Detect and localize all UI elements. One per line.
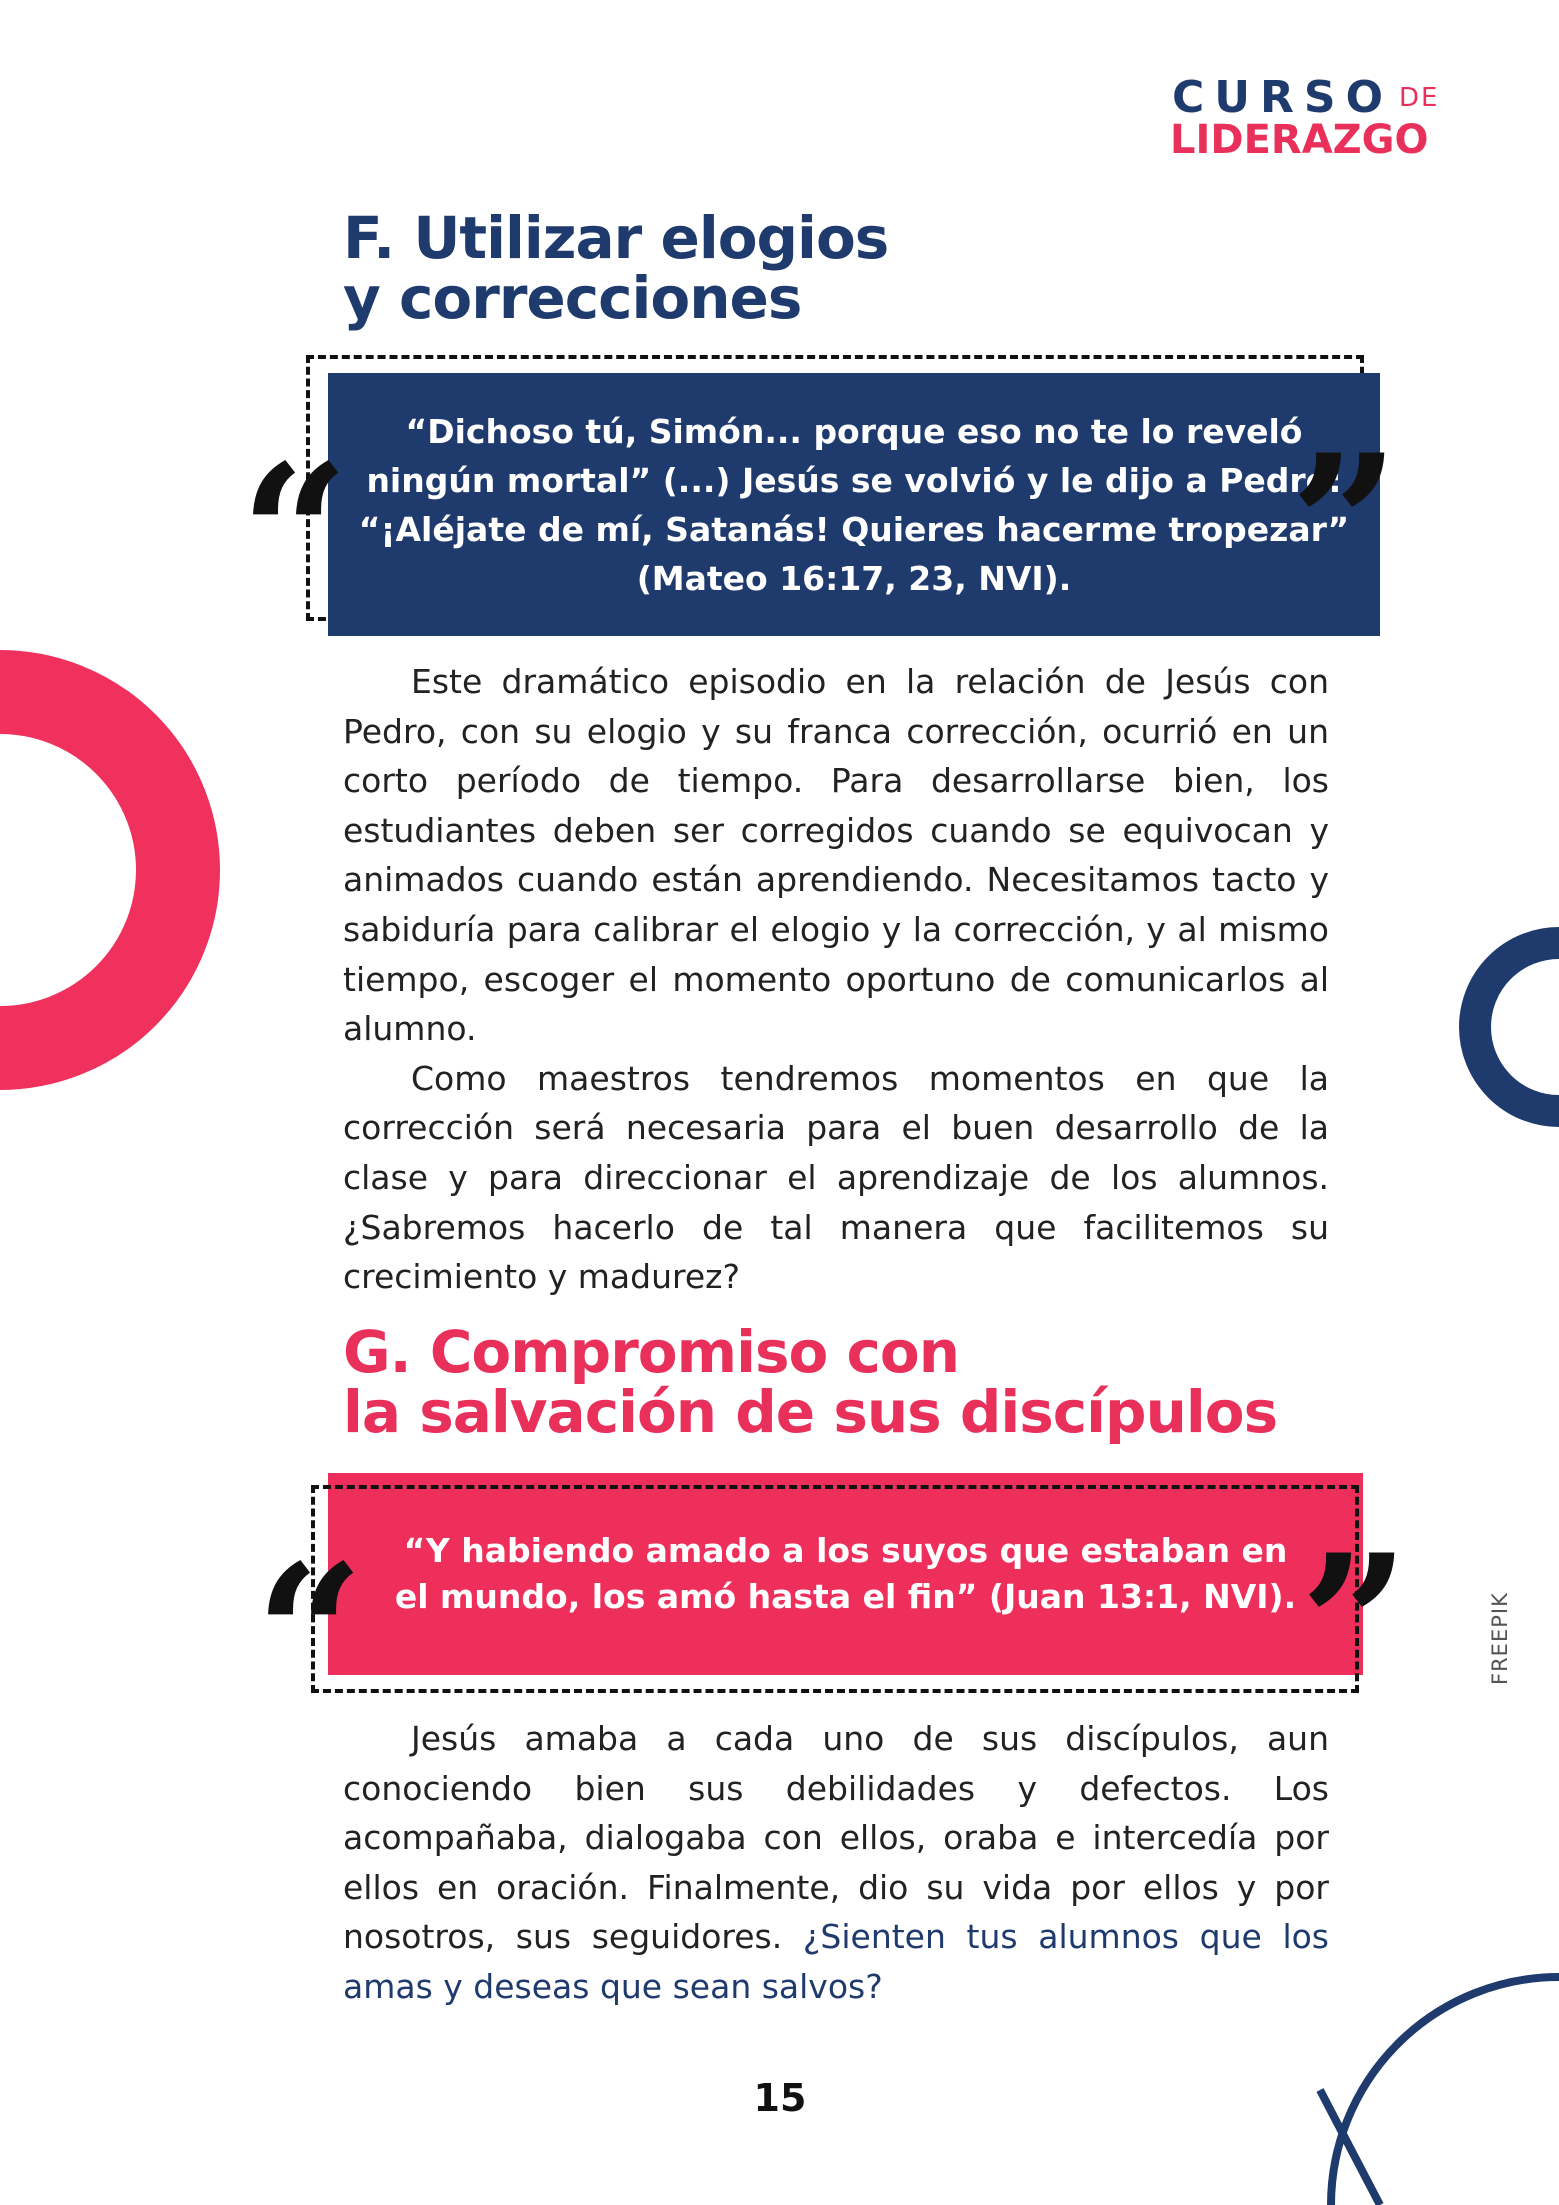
quote-1-line: (Mateo 16:17, 23, NVI). xyxy=(636,558,1072,598)
section-g-body xyxy=(343,1714,1329,2012)
section-f-paragraph-1: Este dramático episodio en la relación de Jesús con Pedro, con su elogio y su franca corrección, ocurrió en un corto período de tiempo. Para desarrollarse bien, los estudiantes deben ser corregidos cuando se equivocan y animados cuando están aprendiendo. Necesitamos tacto y sabiduría para calibrar el elogio y la corrección, y al mismo tiempo, escoger el momento oportuno de comunicarlos al alumno. xyxy=(343,662,1329,1049)
pink-ring-decoration xyxy=(0,692,178,1048)
quote-2-line: “Y habiendo amado a los suyos que estaban en xyxy=(403,1531,1288,1570)
section-f-paragraph-2: Como maestros tendremos momentos en que la corrección será necesaria para el buen desarrollo de la clase y para direccionar el aprendizaje de los alumnos. ¿Sabremos hacerlo de tal manera que facilitemos su crecimiento y madurez? xyxy=(343,1058,1329,1297)
quote-2-line: el mundo, los amó hasta el fin” (Juan 13:1, NVI). xyxy=(394,1577,1297,1616)
quote-1-line: ningún mortal” (...) Jesús se volvió y le dijo a Pedro: xyxy=(366,460,1342,500)
logo-de: DE xyxy=(1399,83,1440,113)
close-quote-icon: ” xyxy=(1300,1513,1410,1736)
section-f-heading-line1: F. Utilizar elogios xyxy=(343,204,889,272)
quote-1-line: “Dichoso tú, Simón... porque eso no te lo reveló xyxy=(405,411,1303,451)
section-g-question: ¿Sienten tus alumnos que los amas y deseas que sean salvos? xyxy=(343,1917,1330,2006)
logo-line1: CURSO xyxy=(1172,72,1393,123)
page-number: 15 xyxy=(753,2076,807,2120)
section-g-heading-line1: G. Compromiso con xyxy=(343,1318,960,1386)
navy-arc-inner-decoration xyxy=(1359,2005,1559,2205)
section-f-heading-line2: y correcciones xyxy=(343,264,802,332)
open-quote-icon: “ xyxy=(240,423,350,646)
quote-2-frame xyxy=(311,1485,1359,1693)
close-quote-icon: ” xyxy=(1290,413,1400,636)
section-g-paragraph-main: Jesús amaba a cada uno de sus discípulos, aun conociendo bien sus debilidades y defectos. Los acompañaba, dialogaba con ellos, oraba e intercedía por ellos en oración. Finalmente, dio su vida por ellos y por nosotros, sus seguidores. xyxy=(343,1719,1329,1957)
section-f-body xyxy=(343,657,1329,1302)
logo-liderazgo: LIDERAZGO xyxy=(1170,117,1429,163)
quote-1-line: “¡Aléjate de mí, Satanás! Quieres hacerme tropezar” xyxy=(358,509,1350,549)
section-g-paragraph xyxy=(343,1714,1329,2012)
image-credit: FREEPIK xyxy=(1488,1592,1512,1685)
section-g-heading xyxy=(343,1318,1278,1446)
section-g-heading-line2: la salvación de sus discípulos xyxy=(343,1378,1278,1446)
quote-1-box xyxy=(328,373,1380,636)
section-f-heading xyxy=(343,204,889,332)
open-quote-icon: “ xyxy=(255,1523,365,1746)
navy-ring-decoration xyxy=(1475,943,1559,1111)
logo-curso xyxy=(1172,72,1439,123)
